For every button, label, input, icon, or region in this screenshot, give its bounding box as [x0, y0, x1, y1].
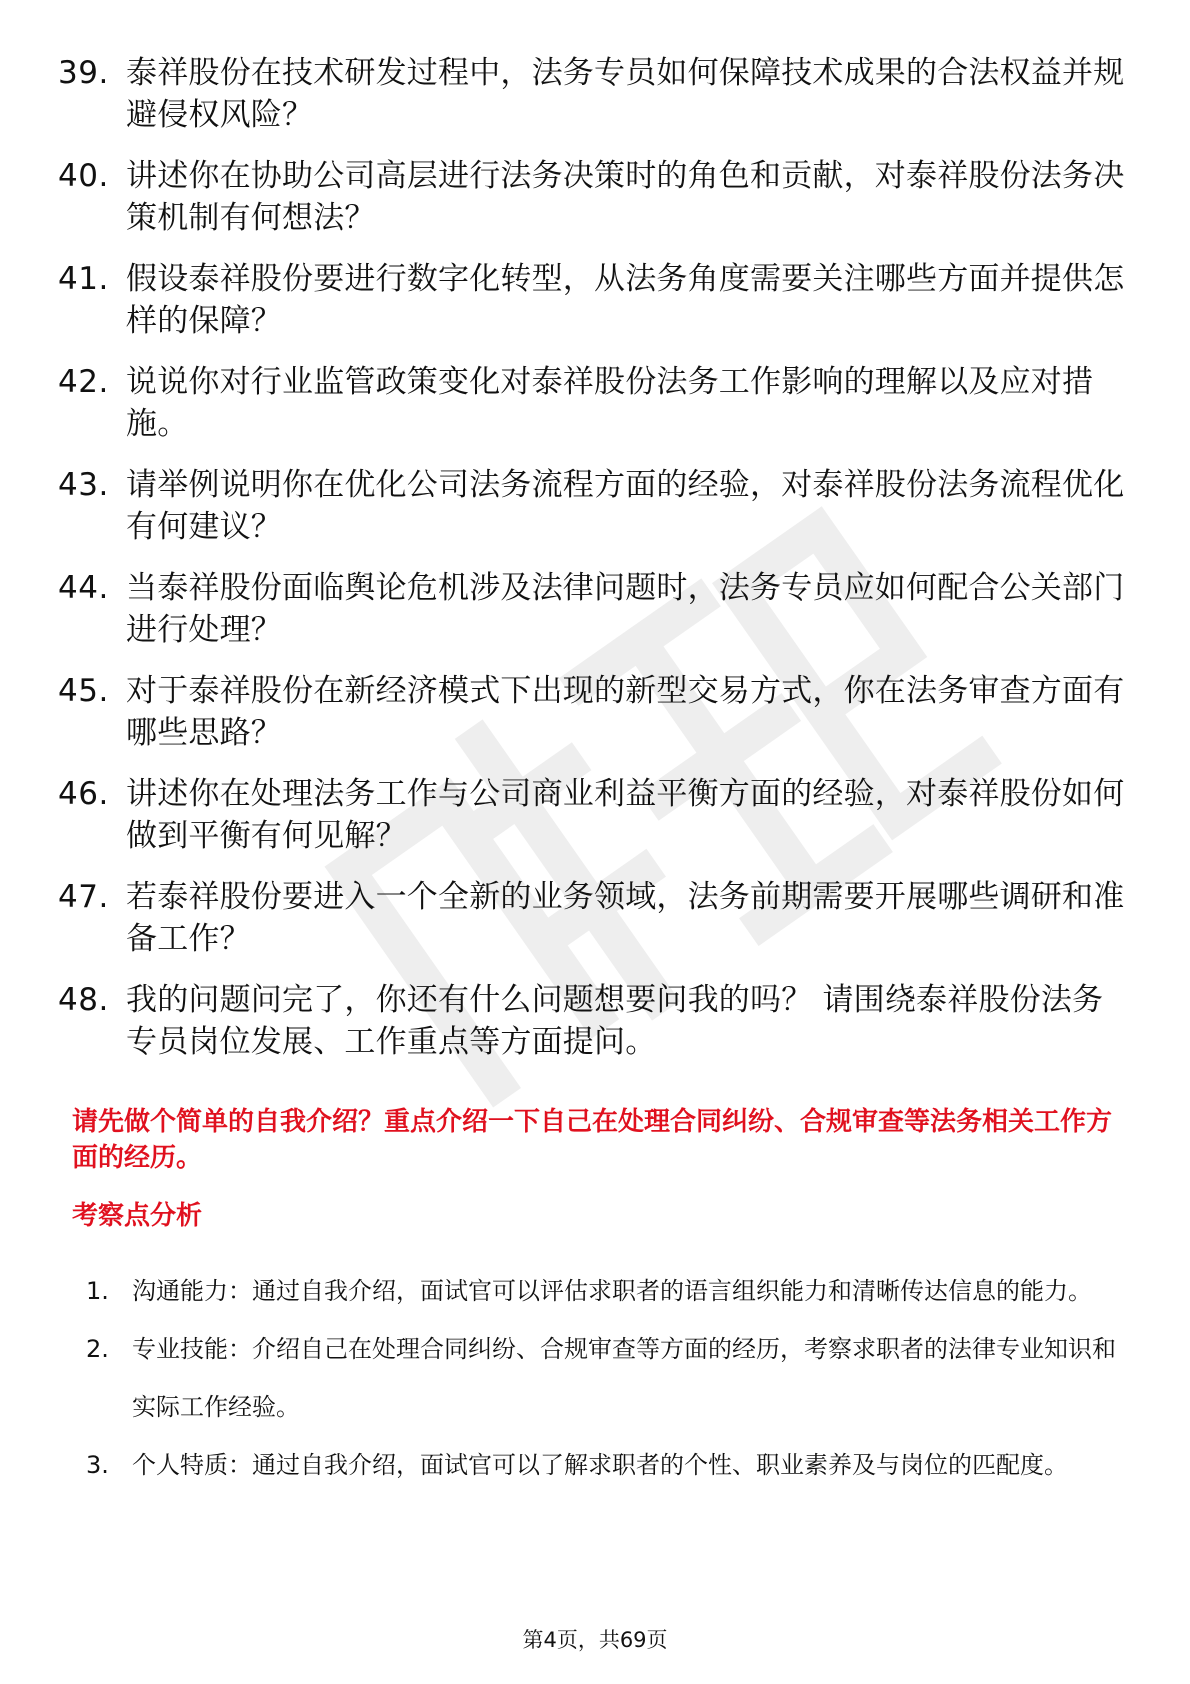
question-text: 讲述你在处理法务工作与公司商业利益平衡方面的经验，对泰祥股份如何做到平衡有何见解？ [126, 776, 1125, 854]
question-item [58, 155, 1138, 239]
question-number: 39. [58, 55, 109, 91]
question-number: 48. [58, 982, 109, 1018]
analysis-point-text: 个人特质：通过自我介绍，面试官可以了解求职者的个性、职业素养及与岗位的匹配度。 [132, 1451, 1068, 1479]
analysis-section-title: 考察点分析 [72, 1201, 203, 1231]
question-item [58, 258, 1138, 342]
question-number: 41. [58, 261, 109, 297]
question-item [58, 464, 1138, 548]
question-item [58, 773, 1138, 857]
analysis-point-text: 专业技能：介绍自己在处理合同纠纷、合规审查等方面的经历，考察求职者的法律专业知识和实际工作经验。 [132, 1335, 1116, 1421]
question-number: 47. [58, 879, 109, 915]
question-text: 请举例说明你在优化公司法务流程方面的经验，对泰祥股份法务流程优化有何建议？ [126, 467, 1125, 545]
analysis-point [80, 1320, 1130, 1436]
question-item [58, 670, 1138, 754]
question-text: 我的问题问完了，你还有什么问题想要问我的吗？ 请围绕泰祥股份法务专员岗位发展、工作重点等方面提问。 [126, 982, 1104, 1060]
question-number: 43. [58, 467, 109, 503]
question-item [58, 52, 1138, 136]
question-number: 45. [58, 673, 109, 709]
question-item [58, 567, 1138, 651]
question-item [58, 361, 1138, 445]
analysis-point-list [80, 1262, 1130, 1494]
analysis-point-number: 2. [86, 1335, 109, 1363]
question-text: 对于泰祥股份在新经济模式下出现的新型交易方式，你在法务审查方面有哪些思路？ [126, 673, 1125, 751]
page-footer: 第4页，共69页 [522, 1628, 668, 1652]
question-text: 当泰祥股份面临舆论危机涉及法律问题时，法务专员应如何配合公关部门进行处理？ [126, 570, 1125, 648]
question-text: 泰祥股份在技术研发过程中，法务专员如何保障技术成果的合法权益并规避侵权风险？ [126, 55, 1125, 133]
question-number: 42. [58, 364, 109, 400]
analysis-point [80, 1262, 1130, 1320]
question-item [58, 876, 1138, 960]
question-text: 若泰祥股份要进入一个全新的业务领域，法务前期需要开展哪些调研和准备工作？ [126, 879, 1125, 957]
question-text: 假设泰祥股份要进行数字化转型，从法务角度需要关注哪些方面并提供怎样的保障？ [126, 261, 1125, 339]
question-number: 44. [58, 570, 109, 606]
question-text: 说说你对行业监管政策变化对泰祥股份法务工作影响的理解以及应对措施。 [126, 364, 1094, 442]
question-list [58, 52, 1138, 1082]
analysis-point-number: 1. [86, 1277, 109, 1305]
highlight-question-heading: 请先做个简单的自我介绍？重点介绍一下自己在处理合同纠纷、合规审查等法务相关工作方面的经历。 [72, 1107, 1113, 1173]
analysis-point-text: 沟通能力：通过自我介绍，面试官可以评估求职者的语言组织能力和清晰传达信息的能力。 [132, 1277, 1092, 1305]
analysis-point-number: 3. [86, 1451, 109, 1479]
question-text: 讲述你在协助公司高层进行法务决策时的角色和贡献，对泰祥股份法务决策机制有何想法？ [126, 158, 1125, 236]
question-item [58, 979, 1138, 1063]
question-number: 46. [58, 776, 109, 812]
question-number: 40. [58, 158, 109, 194]
analysis-point [80, 1436, 1130, 1494]
